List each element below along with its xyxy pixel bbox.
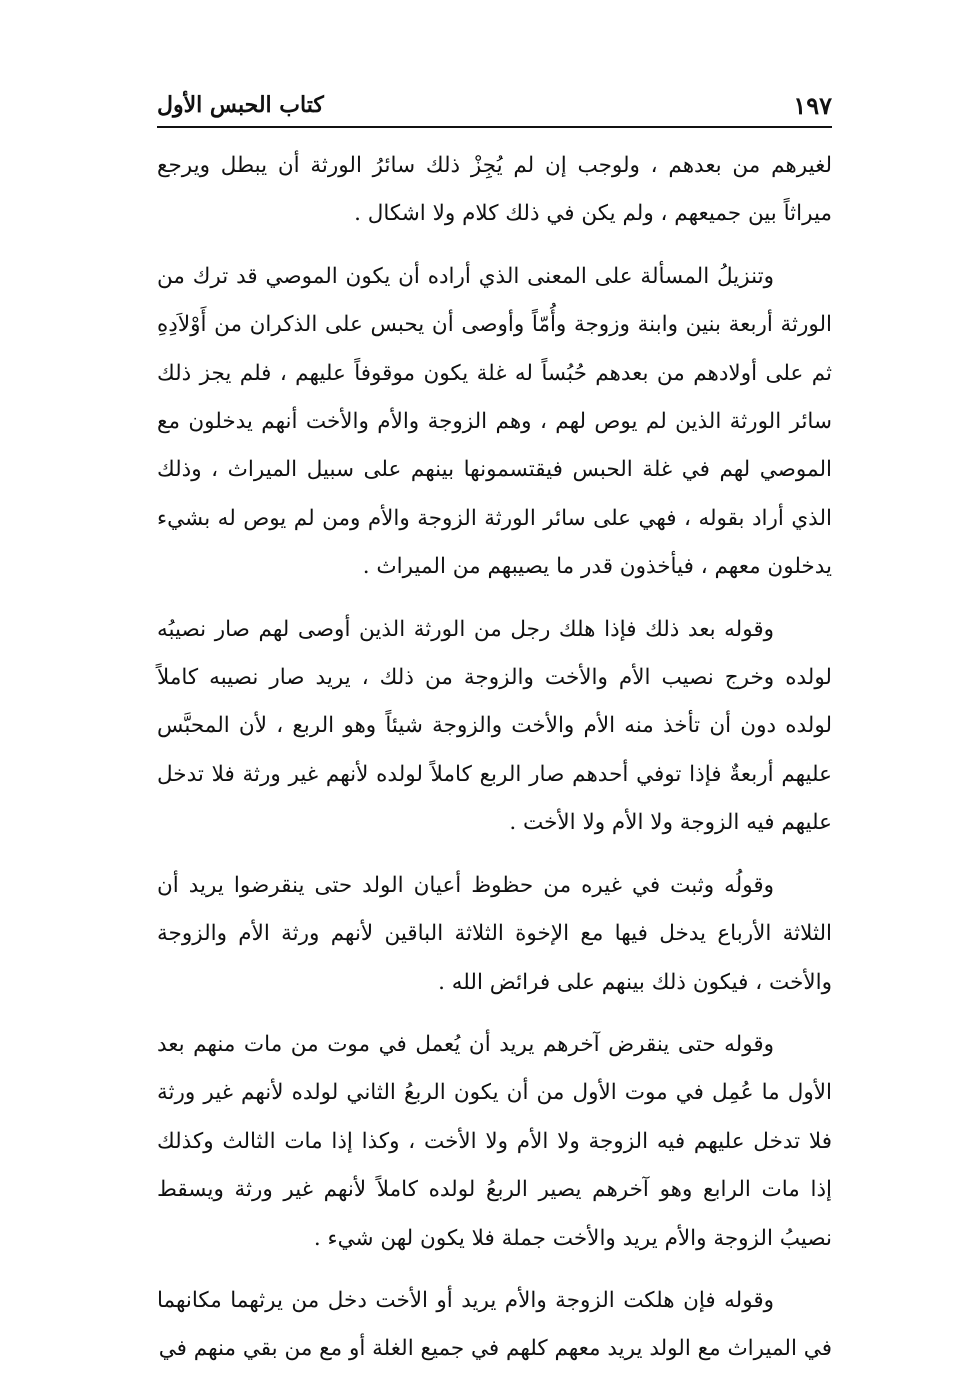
paragraph-6: وقوله فإن هلكت الزوجة والأم يريد أو الأخت دخل من يرثهما مكانهما في الميراث مع الولد يريد معهم كلهم في جميع الغلة أو مع من بقي منهم في bbox=[157, 1287, 832, 1362]
paragraph-2: وتنزيلُ المسألة على المعنى الذي أراده أن يكون الموصي قد ترك من الورثة أربعة بنين وابنة وزوجة وأُمّاً وأوصى أن يحبس على الذكران من أَوْلاَدِهِ ثم على أولادهم من بعدهم حُبُساً له غلة يكون موقوفاً عليهم ، فلم يجز ذلك سائر الورثة الذين لم يوص لهم ، وهم الزوجة والأم والأخت أنهم يدخلون مع الموصي لهم في غلة الحبس فيقتسمونها بينهم على سبيل الميراث ، وذلك الذي أراد بقوله ، فهي على سائر الورثة الزوجة والأم ومن لم يوص له بشيء يدخلون معهم ، فيأخذون قدر ما يصيبهم من الميراث . bbox=[157, 263, 832, 580]
paragraph-5: وقوله حتى ينقرض آخرهم يريد أن يُعمل في موت من مات منهم بعد الأول ما عُمِل في موت الأول من أن يكون الربعُ الثاني لولده لأنهم غير ورثة فلا تدخل عليهم فيه الزوجة ولا الأم ولا الأخت ، وكذا إذا مات الثالث وكذلك إذا مات الرابع وهو آخرهم يصير الربعُ لولده كاملاً لأنهم غير ورثة ويسقط نصيبُ الزوجة والأم يريد والأخت جملة فلا يكون لهن شيء . bbox=[157, 1031, 832, 1251]
paragraph-3: وقوله بعد ذلك فإذا هلك رجل من الورثة الذين أوصى لهم صار نصيبُه لولده وخرج نصيب الأم والأخت والزوجة من ذلك ، يريد صار نصيبه كاملاً لولده دون أن تأخذ منه الأم والأخت والزوجة شيئاً وهو الربع ، لأن المحبَّس عليهم أربعةٌ فإذا توفي أحدهم صار الربع كاملاً لولده لأنهم غير ورثة فلا تدخل عليهم فيه الزوجة ولا الأم ولا الأخت . bbox=[157, 616, 832, 836]
paragraph-1: لغيرهم من بعدهم ، ولوجب إن لم يُجِزْ ذلك سائرُ الورثة أن يبطل ويرجع ميراثاً بين جميعهم ، ولم يكن في ذلك كلام ولا اشكال . bbox=[157, 153, 832, 227]
body-text bbox=[157, 142, 832, 1374]
running-header bbox=[157, 84, 832, 128]
book-title: كتاب الحبس الأول bbox=[157, 92, 324, 118]
page-number: ١٩٧ bbox=[793, 90, 832, 120]
paragraph-4: وقولُه وثبت في غيره من حظوظ أعيان الولد حتى ينقرضوا يريد أن الثلاثة الأرباع يدخل فيها مع الإخوة الثلاثة الباقين لأنهم ورثة الأم والزوجة والأخت ، فيكون ذلك بينهم على فرائض الله . bbox=[157, 872, 832, 995]
